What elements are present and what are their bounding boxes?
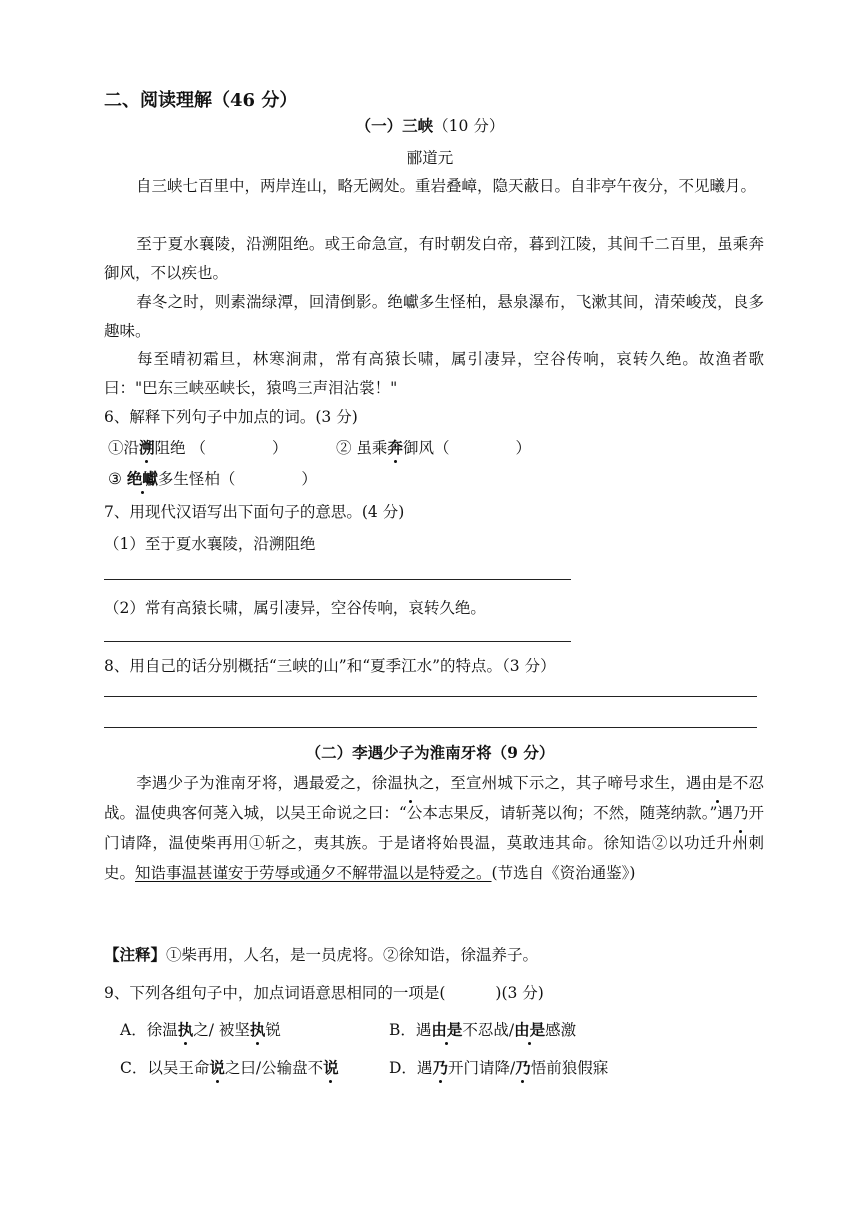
q6-item-2: ② 虽乘奔御风（ ） [336,438,531,457]
q9-option-c: C．以吴王命说之曰/公输盘不说 [120,1058,339,1077]
part1-score: （10 分） [433,117,505,135]
part1-paragraph: 至于夏水襄陵，沿溯阻绝。或王命急宣，有时朝发白帝，暮到江陵，其间千二百里，虽乘奔御风，不以疾也。 [104,235,764,282]
q9-option-a: A．徐温执之/ 被坚执锐 [120,1020,281,1039]
q9-stem: 9、下列各组句子中，加点词语意思相同的一项是( )(3 分) [104,984,544,1002]
answer-line[interactable] [104,579,571,580]
part1-title: （一）三峡 [355,116,434,135]
q7-stem: 7、用现代汉语写出下面句子的意思。(4 分) [104,503,405,521]
q9-option-d: D．遇乃开门请降/乃悟前狼假寐 [389,1058,609,1077]
part2-title: （二）李遇少子为淮南牙将（9 分） [305,743,555,762]
part1-paragraph: 自三峡七百里中，两岸连山，略无阙处。重岩叠嶂，隐天蔽日。自非亭午夜分，不见曦月。 [136,177,757,195]
part1-paragraph: 春冬之时，则素湍绿潭，回清倒影。绝巘多生怪柏，悬泉瀑布，飞漱其间，清荣峻茂，良多趣味。 [104,293,764,340]
q7-sentence-2: （2）常有高猿长啸，属引凄异，空谷传响，哀转久绝。 [104,599,486,617]
q8-stem: 8、用自己的话分别概括“三峡的山”和“夏季江水”的特点。（3 分） [104,657,556,675]
underlined-sentence: 知诰事温甚谨安于劳辱或通夕不解带温以是特爱之。 [135,864,492,882]
q6-item-1: ①沿溯阻绝 （ ） [108,438,288,457]
q9-option-b: B．遇由是不忍战/由是感激 [389,1020,577,1039]
part1-heading [0,114,860,136]
part2-note: 【注释】①柴再用，人名，是一员虎将。②徐知诰，徐温养子。 [104,945,539,964]
q7-sentence-1: （1）至于夏水襄陵，沿溯阻绝 [104,535,316,553]
answer-line[interactable] [104,727,757,728]
part1-paragraph: 每至晴初霜旦，林寒涧肃，常有高猿长啸，属引凄异，空谷传响，哀转久绝。故渔者歌曰："巴东三峡巫峡长，猿鸣三声泪沾裳！" [104,350,764,397]
q6-stem: 6、解释下列句子中加点的词。(3 分) [104,408,358,426]
q6-item-3: ③ 绝巘多生怪柏（ ） [108,469,317,488]
part2-passage: 李遇少子为淮南牙将，遇最爱之，徐温执之，至宣州城下示之，其子啼号求生，遇由是不忍战。温使典客何荛入城，以吴王命说之曰：“公本志果反，请斩荛以徇；不然，随荛纳款。”遇乃开门请降，温使柴再用①斩之，夷其族。于是诸将始畏温，莫敢违其命。徐知诰②以功迁升州刺史。知诰事温甚谨安于劳辱或通夕不解带温以是特爱之。(节选自《资治通鉴》) [104,768,764,888]
part1-author: 郦道元 [406,149,454,167]
answer-line[interactable] [104,641,571,642]
answer-line[interactable] [104,696,757,697]
section-title: 二、阅读理解（46 分） [104,90,298,111]
